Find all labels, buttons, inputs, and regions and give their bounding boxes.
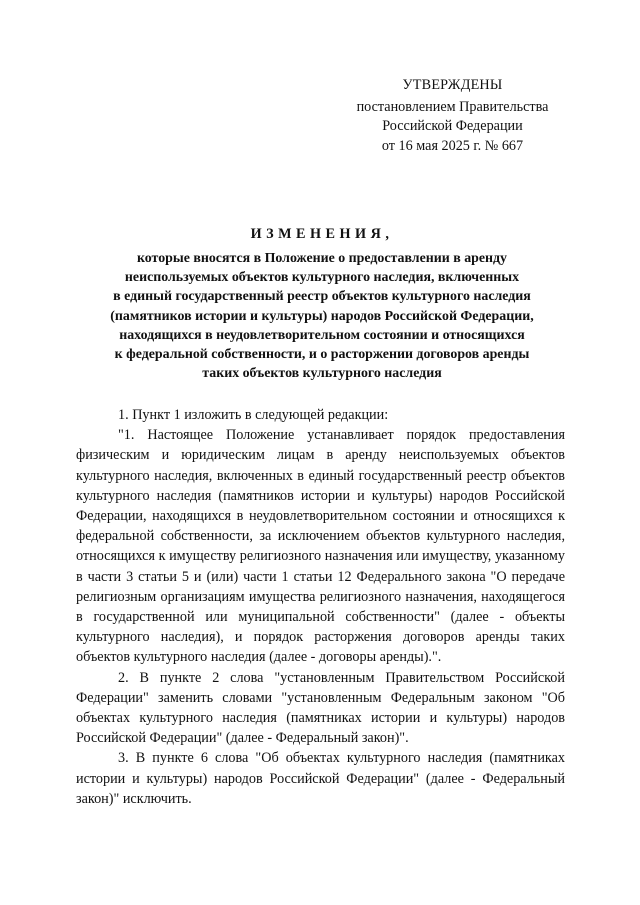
subtitle-line: неиспользуемых объектов культурного наследия, включенных [124,270,520,286]
paragraph-2: 2. В пункте 2 слова "установленным Правительством Российской Федерации" заменить словами "установленным Федеральным законом "Об объектах культурного наследия (памятниках истории и культуры) народов Российской Федерации" (далее - Федеральный закон)". [76,669,565,747]
document-body [76,405,565,809]
paragraph-1: 1. Пункт 1 изложить в следующей редакции: [118,407,389,423]
paragraph-1-new-text: "1. Настоящее Положение устанавливает порядок предоставления физическим и юридическим лицам в аренду неиспользуемых объектов культурного наследия, включенных в единый государственный реестр объектов культурного наследия (памятников истории и культуры) народов Российской Федерации, находящихся в неудовлетворительном состоянии и относящихся к федеральной собственности, за исключением объектов культурного наследия, относящихся к имуществу религиозного назначения или имуществу, указанному в части 3 статьи 5 и (или) части 1 статьи 12 Федерального закона "О передаче религиозным организациям имущества религиозного назначения, находящегося в государственной или муниципальной собственности" (далее - объекты культурного наследия), и порядок расторжения договоров аренды таких объектов культурного наследия (далее - договоры аренды).". [76,427,565,666]
subtitle-line: (памятников истории и культуры) народов Российской Федерации, [110,308,534,324]
approval-block [345,76,560,156]
subtitle-line: к федеральной собственности, и о расторжении договоров аренды [114,347,530,363]
approval-line-1: постановлением Правительства [356,98,549,115]
approval-line-3: от 16 мая 2025 г. № 667 [381,137,524,154]
subtitle-line: таких объектов культурного наследия [202,366,442,382]
paragraph-3: 3. В пункте 6 слова "Об объектах культурного наследия (памятниках истории и культуры) народов Российской Федерации" (далее - Федеральный закон)" исключить. [76,750,565,807]
subtitle-line: находящихся в неудовлетворительном состоянии и относящихся [119,327,525,343]
approval-heading: УТВЕРЖДЕНЫ [402,77,503,93]
subtitle-line: в единый государственный реестр объектов культурного наследия [113,289,531,305]
document-subtitle [70,249,574,383]
approval-line-2: Российской Федерации [382,118,523,134]
subtitle-line: которые вносятся в Положение о предоставлении в аренду [136,251,508,266]
document-title: ИЗМЕНЕНИЯ, [250,226,394,242]
